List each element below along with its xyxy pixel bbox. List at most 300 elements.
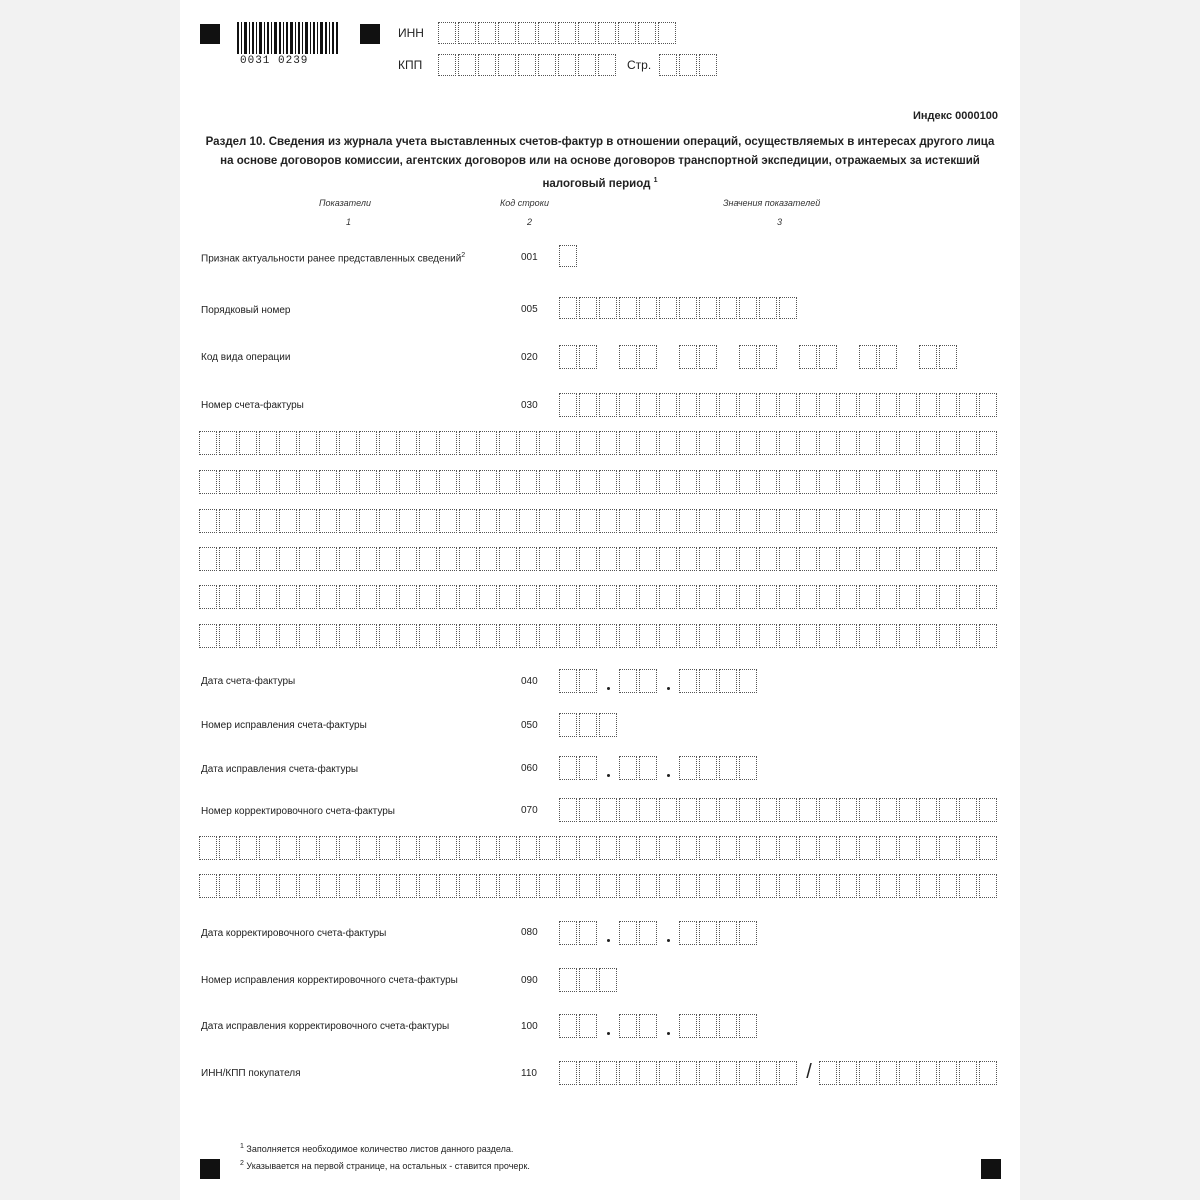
input-cell[interactable] bbox=[379, 624, 397, 648]
input-cell[interactable] bbox=[439, 431, 457, 455]
input-cell[interactable] bbox=[739, 585, 757, 609]
input-cell[interactable] bbox=[679, 798, 697, 822]
input-cell[interactable] bbox=[739, 431, 757, 455]
input-cell[interactable] bbox=[639, 921, 657, 945]
input-cell[interactable] bbox=[619, 297, 637, 319]
input-cell[interactable] bbox=[599, 968, 617, 992]
input-cell[interactable] bbox=[979, 393, 997, 417]
input-cell[interactable] bbox=[359, 874, 377, 898]
input-cell[interactable] bbox=[739, 669, 757, 693]
input-cell[interactable] bbox=[919, 798, 937, 822]
input-cell[interactable] bbox=[739, 756, 757, 780]
input-cell[interactable] bbox=[759, 624, 777, 648]
input-cell[interactable] bbox=[399, 431, 417, 455]
input-cell[interactable] bbox=[559, 798, 577, 822]
input-cell[interactable] bbox=[579, 669, 597, 693]
input-cell[interactable] bbox=[979, 836, 997, 860]
input-cell[interactable] bbox=[299, 585, 317, 609]
input-cell[interactable] bbox=[919, 836, 937, 860]
input-cell[interactable] bbox=[919, 393, 937, 417]
field-040-invoice-date[interactable] bbox=[559, 669, 759, 693]
field-030-invoice-number-line-2[interactable] bbox=[199, 431, 999, 455]
input-cell[interactable] bbox=[379, 509, 397, 533]
input-cell[interactable] bbox=[739, 470, 757, 494]
input-cell[interactable] bbox=[359, 547, 377, 571]
input-cell[interactable] bbox=[959, 836, 977, 860]
input-cell[interactable] bbox=[959, 585, 977, 609]
input-cell[interactable] bbox=[479, 624, 497, 648]
input-cell[interactable] bbox=[719, 756, 737, 780]
field-001-actuality-flag[interactable] bbox=[559, 245, 579, 267]
input-cell[interactable] bbox=[419, 431, 437, 455]
input-cell[interactable] bbox=[599, 297, 617, 319]
input-cell[interactable] bbox=[759, 431, 777, 455]
input-cell[interactable] bbox=[859, 431, 877, 455]
input-cell[interactable] bbox=[819, 624, 837, 648]
input-cell[interactable] bbox=[199, 836, 217, 860]
input-cell[interactable] bbox=[899, 836, 917, 860]
input-cell[interactable] bbox=[359, 585, 377, 609]
input-cell[interactable] bbox=[939, 509, 957, 533]
input-cell[interactable] bbox=[559, 624, 577, 648]
input-cell[interactable] bbox=[359, 836, 377, 860]
inn-field[interactable] bbox=[438, 22, 678, 44]
input-cell[interactable] bbox=[699, 1061, 717, 1085]
input-cell[interactable] bbox=[819, 1061, 837, 1085]
input-cell[interactable] bbox=[739, 798, 757, 822]
input-cell[interactable] bbox=[518, 54, 536, 76]
input-cell[interactable] bbox=[759, 547, 777, 571]
input-cell[interactable] bbox=[979, 431, 997, 455]
input-cell[interactable] bbox=[899, 798, 917, 822]
input-cell[interactable] bbox=[259, 585, 277, 609]
input-cell[interactable] bbox=[979, 585, 997, 609]
input-cell[interactable] bbox=[479, 431, 497, 455]
input-cell[interactable] bbox=[559, 245, 577, 267]
input-cell[interactable] bbox=[579, 431, 597, 455]
input-cell[interactable] bbox=[619, 345, 637, 369]
input-cell[interactable] bbox=[719, 1014, 737, 1038]
input-cell[interactable] bbox=[739, 1014, 757, 1038]
input-cell[interactable] bbox=[919, 431, 937, 455]
input-cell[interactable] bbox=[659, 798, 677, 822]
input-cell[interactable] bbox=[919, 547, 937, 571]
input-cell[interactable] bbox=[559, 1014, 577, 1038]
input-cell[interactable] bbox=[239, 836, 257, 860]
input-cell[interactable] bbox=[339, 585, 357, 609]
input-cell[interactable] bbox=[679, 509, 697, 533]
input-cell[interactable] bbox=[539, 874, 557, 898]
input-cell[interactable] bbox=[579, 1061, 597, 1085]
field-070-adjustment-invoice-number-line-3[interactable] bbox=[199, 874, 999, 898]
input-cell[interactable] bbox=[339, 624, 357, 648]
input-cell[interactable] bbox=[579, 874, 597, 898]
input-cell[interactable] bbox=[619, 431, 637, 455]
input-cell[interactable] bbox=[339, 470, 357, 494]
input-cell[interactable] bbox=[579, 713, 597, 737]
input-cell[interactable] bbox=[919, 1061, 937, 1085]
input-cell[interactable] bbox=[419, 509, 437, 533]
input-cell[interactable] bbox=[559, 921, 577, 945]
input-cell[interactable] bbox=[819, 547, 837, 571]
input-cell[interactable] bbox=[639, 345, 657, 369]
input-cell[interactable] bbox=[759, 470, 777, 494]
input-cell[interactable] bbox=[259, 509, 277, 533]
input-cell[interactable] bbox=[699, 470, 717, 494]
input-cell[interactable] bbox=[319, 624, 337, 648]
input-cell[interactable] bbox=[438, 22, 456, 44]
input-cell[interactable] bbox=[919, 509, 937, 533]
input-cell[interactable] bbox=[639, 756, 657, 780]
input-cell[interactable] bbox=[579, 836, 597, 860]
field-090-adjustment-correction-number[interactable] bbox=[559, 968, 619, 992]
input-cell[interactable] bbox=[459, 547, 477, 571]
input-cell[interactable] bbox=[559, 431, 577, 455]
input-cell[interactable] bbox=[959, 798, 977, 822]
input-cell[interactable] bbox=[239, 547, 257, 571]
input-cell[interactable] bbox=[659, 470, 677, 494]
input-cell[interactable] bbox=[939, 431, 957, 455]
input-cell[interactable] bbox=[599, 624, 617, 648]
input-cell[interactable] bbox=[719, 624, 737, 648]
input-cell[interactable] bbox=[779, 836, 797, 860]
input-cell[interactable] bbox=[779, 874, 797, 898]
input-cell[interactable] bbox=[299, 470, 317, 494]
input-cell[interactable] bbox=[899, 874, 917, 898]
input-cell[interactable] bbox=[679, 669, 697, 693]
field-050-correction-number[interactable] bbox=[559, 713, 619, 737]
input-cell[interactable] bbox=[759, 509, 777, 533]
input-cell[interactable] bbox=[959, 874, 977, 898]
input-cell[interactable] bbox=[939, 345, 957, 369]
input-cell[interactable] bbox=[639, 1061, 657, 1085]
input-cell[interactable] bbox=[879, 836, 897, 860]
input-cell[interactable] bbox=[619, 393, 637, 417]
input-cell[interactable] bbox=[699, 836, 717, 860]
input-cell[interactable] bbox=[839, 509, 857, 533]
input-cell[interactable] bbox=[499, 547, 517, 571]
input-cell[interactable] bbox=[599, 547, 617, 571]
input-cell[interactable] bbox=[639, 798, 657, 822]
input-cell[interactable] bbox=[659, 54, 677, 76]
input-cell[interactable] bbox=[679, 836, 697, 860]
input-cell[interactable] bbox=[939, 585, 957, 609]
input-cell[interactable] bbox=[498, 22, 516, 44]
input-cell[interactable] bbox=[979, 798, 997, 822]
input-cell[interactable] bbox=[979, 547, 997, 571]
input-cell[interactable] bbox=[519, 874, 537, 898]
input-cell[interactable] bbox=[599, 874, 617, 898]
input-cell[interactable] bbox=[299, 836, 317, 860]
input-cell[interactable] bbox=[959, 547, 977, 571]
input-cell[interactable] bbox=[599, 713, 617, 737]
input-cell[interactable] bbox=[479, 585, 497, 609]
input-cell[interactable] bbox=[299, 431, 317, 455]
input-cell[interactable] bbox=[538, 22, 556, 44]
input-cell[interactable] bbox=[679, 585, 697, 609]
input-cell[interactable] bbox=[699, 547, 717, 571]
input-cell[interactable] bbox=[498, 54, 516, 76]
input-cell[interactable] bbox=[579, 345, 597, 369]
input-cell[interactable] bbox=[939, 547, 957, 571]
input-cell[interactable] bbox=[359, 431, 377, 455]
input-cell[interactable] bbox=[899, 509, 917, 533]
input-cell[interactable] bbox=[719, 921, 737, 945]
input-cell[interactable] bbox=[639, 297, 657, 319]
input-cell[interactable] bbox=[639, 431, 657, 455]
input-cell[interactable] bbox=[979, 874, 997, 898]
input-cell[interactable] bbox=[439, 470, 457, 494]
input-cell[interactable] bbox=[819, 345, 837, 369]
input-cell[interactable] bbox=[659, 836, 677, 860]
input-cell[interactable] bbox=[479, 470, 497, 494]
input-cell[interactable] bbox=[598, 54, 616, 76]
input-cell[interactable] bbox=[419, 836, 437, 860]
input-cell[interactable] bbox=[859, 836, 877, 860]
input-cell[interactable] bbox=[539, 836, 557, 860]
input-cell[interactable] bbox=[279, 547, 297, 571]
input-cell[interactable] bbox=[639, 585, 657, 609]
input-cell[interactable] bbox=[719, 393, 737, 417]
input-cell[interactable] bbox=[679, 431, 697, 455]
input-cell[interactable] bbox=[699, 921, 717, 945]
input-cell[interactable] bbox=[679, 470, 697, 494]
input-cell[interactable] bbox=[679, 756, 697, 780]
input-cell[interactable] bbox=[259, 431, 277, 455]
input-cell[interactable] bbox=[399, 470, 417, 494]
input-cell[interactable] bbox=[199, 547, 217, 571]
input-cell[interactable] bbox=[499, 624, 517, 648]
input-cell[interactable] bbox=[859, 470, 877, 494]
input-cell[interactable] bbox=[399, 836, 417, 860]
field-070-adjustment-invoice-number[interactable] bbox=[559, 798, 999, 822]
input-cell[interactable] bbox=[199, 431, 217, 455]
input-cell[interactable] bbox=[899, 585, 917, 609]
input-cell[interactable] bbox=[859, 345, 877, 369]
input-cell[interactable] bbox=[279, 585, 297, 609]
input-cell[interactable] bbox=[658, 22, 676, 44]
input-cell[interactable] bbox=[659, 547, 677, 571]
input-cell[interactable] bbox=[219, 874, 237, 898]
input-cell[interactable] bbox=[679, 345, 697, 369]
input-cell[interactable] bbox=[519, 509, 537, 533]
input-cell[interactable] bbox=[979, 1061, 997, 1085]
input-cell[interactable] bbox=[459, 509, 477, 533]
input-cell[interactable] bbox=[699, 393, 717, 417]
input-cell[interactable] bbox=[419, 470, 437, 494]
input-cell[interactable] bbox=[779, 1061, 797, 1085]
input-cell[interactable] bbox=[639, 547, 657, 571]
input-cell[interactable] bbox=[699, 431, 717, 455]
input-cell[interactable] bbox=[639, 470, 657, 494]
input-cell[interactable] bbox=[679, 1014, 697, 1038]
input-cell[interactable] bbox=[699, 297, 717, 319]
input-cell[interactable] bbox=[459, 470, 477, 494]
input-cell[interactable] bbox=[839, 547, 857, 571]
input-cell[interactable] bbox=[559, 509, 577, 533]
input-cell[interactable] bbox=[519, 836, 537, 860]
field-100-adjustment-correction-date[interactable] bbox=[559, 1014, 759, 1038]
field-070-adjustment-invoice-number-line-2[interactable] bbox=[199, 836, 999, 860]
input-cell[interactable] bbox=[559, 968, 577, 992]
input-cell[interactable] bbox=[459, 874, 477, 898]
input-cell[interactable] bbox=[559, 547, 577, 571]
input-cell[interactable] bbox=[959, 624, 977, 648]
input-cell[interactable] bbox=[859, 798, 877, 822]
input-cell[interactable] bbox=[399, 874, 417, 898]
input-cell[interactable] bbox=[719, 585, 737, 609]
input-cell[interactable] bbox=[719, 547, 737, 571]
input-cell[interactable] bbox=[579, 509, 597, 533]
input-cell[interactable] bbox=[799, 585, 817, 609]
input-cell[interactable] bbox=[979, 470, 997, 494]
input-cell[interactable] bbox=[619, 470, 637, 494]
input-cell[interactable] bbox=[559, 756, 577, 780]
input-cell[interactable] bbox=[839, 393, 857, 417]
input-cell[interactable] bbox=[959, 509, 977, 533]
input-cell[interactable] bbox=[779, 393, 797, 417]
input-cell[interactable] bbox=[319, 431, 337, 455]
input-cell[interactable] bbox=[259, 624, 277, 648]
input-cell[interactable] bbox=[279, 874, 297, 898]
input-cell[interactable] bbox=[659, 585, 677, 609]
input-cell[interactable] bbox=[619, 669, 637, 693]
input-cell[interactable] bbox=[459, 585, 477, 609]
input-cell[interactable] bbox=[679, 547, 697, 571]
input-cell[interactable] bbox=[659, 431, 677, 455]
input-cell[interactable] bbox=[739, 1061, 757, 1085]
input-cell[interactable] bbox=[699, 54, 717, 76]
input-cell[interactable] bbox=[739, 921, 757, 945]
input-cell[interactable] bbox=[679, 624, 697, 648]
input-cell[interactable] bbox=[319, 547, 337, 571]
input-cell[interactable] bbox=[839, 624, 857, 648]
input-cell[interactable] bbox=[478, 22, 496, 44]
input-cell[interactable] bbox=[619, 756, 637, 780]
input-cell[interactable] bbox=[959, 1061, 977, 1085]
input-cell[interactable] bbox=[458, 54, 476, 76]
input-cell[interactable] bbox=[579, 547, 597, 571]
input-cell[interactable] bbox=[919, 585, 937, 609]
input-cell[interactable] bbox=[619, 585, 637, 609]
input-cell[interactable] bbox=[779, 547, 797, 571]
input-cell[interactable] bbox=[219, 836, 237, 860]
input-cell[interactable] bbox=[839, 431, 857, 455]
field-030-invoice-number-line-4[interactable] bbox=[199, 509, 999, 533]
input-cell[interactable] bbox=[759, 393, 777, 417]
field-020-operation-codes[interactable] bbox=[559, 345, 959, 369]
input-cell[interactable] bbox=[439, 874, 457, 898]
input-cell[interactable] bbox=[559, 669, 577, 693]
input-cell[interactable] bbox=[599, 470, 617, 494]
input-cell[interactable] bbox=[479, 547, 497, 571]
input-cell[interactable] bbox=[579, 470, 597, 494]
input-cell[interactable] bbox=[859, 624, 877, 648]
input-cell[interactable] bbox=[759, 345, 777, 369]
input-cell[interactable] bbox=[779, 624, 797, 648]
input-cell[interactable] bbox=[699, 345, 717, 369]
input-cell[interactable] bbox=[319, 585, 337, 609]
input-cell[interactable] bbox=[719, 1061, 737, 1085]
input-cell[interactable] bbox=[759, 874, 777, 898]
input-cell[interactable] bbox=[559, 345, 577, 369]
input-cell[interactable] bbox=[219, 624, 237, 648]
input-cell[interactable] bbox=[699, 509, 717, 533]
input-cell[interactable] bbox=[478, 54, 496, 76]
input-cell[interactable] bbox=[859, 509, 877, 533]
input-cell[interactable] bbox=[739, 345, 757, 369]
input-cell[interactable] bbox=[579, 297, 597, 319]
input-cell[interactable] bbox=[919, 470, 937, 494]
input-cell[interactable] bbox=[739, 836, 757, 860]
input-cell[interactable] bbox=[799, 836, 817, 860]
field-030-invoice-number-line-7[interactable] bbox=[199, 624, 999, 648]
input-cell[interactable] bbox=[879, 393, 897, 417]
input-cell[interactable] bbox=[919, 624, 937, 648]
input-cell[interactable] bbox=[559, 297, 577, 319]
input-cell[interactable] bbox=[219, 431, 237, 455]
input-cell[interactable] bbox=[439, 836, 457, 860]
input-cell[interactable] bbox=[719, 669, 737, 693]
input-cell[interactable] bbox=[199, 624, 217, 648]
input-cell[interactable] bbox=[719, 874, 737, 898]
input-cell[interactable] bbox=[598, 22, 616, 44]
input-cell[interactable] bbox=[659, 297, 677, 319]
input-cell[interactable] bbox=[439, 585, 457, 609]
kpp-field[interactable] bbox=[438, 54, 618, 76]
input-cell[interactable] bbox=[539, 547, 557, 571]
input-cell[interactable] bbox=[779, 297, 797, 319]
input-cell[interactable] bbox=[819, 836, 837, 860]
input-cell[interactable] bbox=[899, 547, 917, 571]
input-cell[interactable] bbox=[659, 509, 677, 533]
input-cell[interactable] bbox=[419, 585, 437, 609]
input-cell[interactable] bbox=[779, 798, 797, 822]
input-cell[interactable] bbox=[759, 585, 777, 609]
input-cell[interactable] bbox=[799, 874, 817, 898]
input-cell[interactable] bbox=[719, 470, 737, 494]
input-cell[interactable] bbox=[719, 297, 737, 319]
input-cell[interactable] bbox=[939, 1061, 957, 1085]
input-cell[interactable] bbox=[759, 297, 777, 319]
input-cell[interactable] bbox=[299, 874, 317, 898]
input-cell[interactable] bbox=[479, 509, 497, 533]
input-cell[interactable] bbox=[519, 431, 537, 455]
input-cell[interactable] bbox=[739, 874, 757, 898]
input-cell[interactable] bbox=[879, 585, 897, 609]
input-cell[interactable] bbox=[579, 393, 597, 417]
input-cell[interactable] bbox=[939, 836, 957, 860]
input-cell[interactable] bbox=[639, 874, 657, 898]
input-cell[interactable] bbox=[578, 54, 596, 76]
input-cell[interactable] bbox=[439, 547, 457, 571]
input-cell[interactable] bbox=[619, 874, 637, 898]
input-cell[interactable] bbox=[739, 393, 757, 417]
input-cell[interactable] bbox=[499, 874, 517, 898]
input-cell[interactable] bbox=[499, 836, 517, 860]
input-cell[interactable] bbox=[979, 624, 997, 648]
input-cell[interactable] bbox=[639, 509, 657, 533]
input-cell[interactable] bbox=[219, 547, 237, 571]
input-cell[interactable] bbox=[459, 624, 477, 648]
input-cell[interactable] bbox=[319, 836, 337, 860]
input-cell[interactable] bbox=[359, 470, 377, 494]
input-cell[interactable] bbox=[279, 431, 297, 455]
input-cell[interactable] bbox=[679, 54, 697, 76]
input-cell[interactable] bbox=[199, 874, 217, 898]
input-cell[interactable] bbox=[719, 431, 737, 455]
input-cell[interactable] bbox=[759, 798, 777, 822]
